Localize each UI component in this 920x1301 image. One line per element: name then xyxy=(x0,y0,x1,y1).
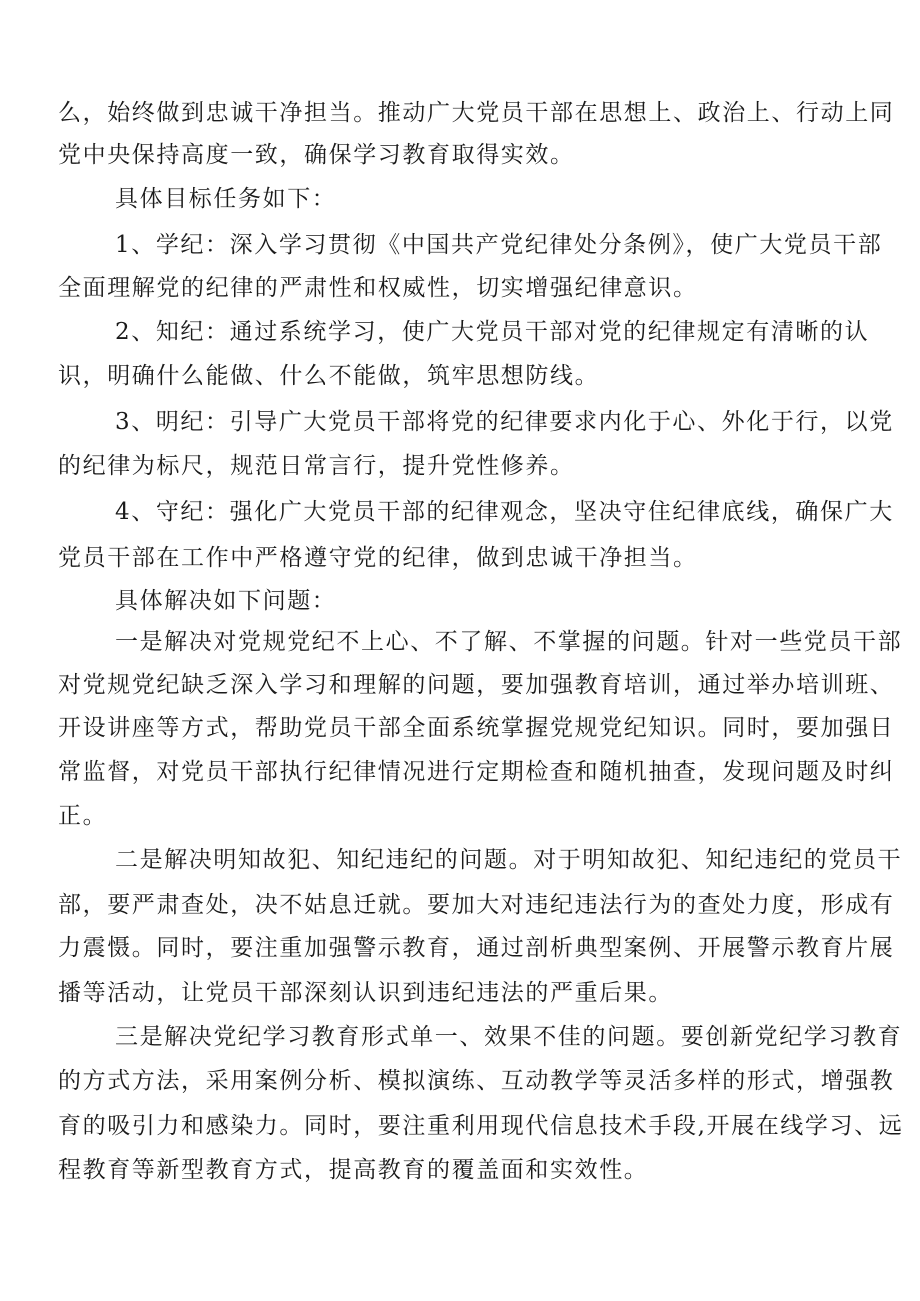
text-line: 对党规党纪缺乏深入学习和理解的问题，要加强教育培训，通过举办培训班、 xyxy=(58,672,895,698)
text-line: 1、学纪：深入学习贯彻《中国共产党纪律处分条例》，使广大党员干部 xyxy=(115,232,883,258)
text-line: 一是解决对党规党纪不上心、不了解、不掌握的问题。针对一些党员干部 xyxy=(115,629,903,655)
text-line: 程教育等新型教育方式，提高教育的覆盖面和实效性。 xyxy=(58,1157,649,1183)
text-line: 党员干部在工作中严格遵守党的纪律，做到忠诚干净担当。 xyxy=(58,545,698,571)
text-line: 全面理解党的纪律的严肃性和权威性，切实增强纪律意识。 xyxy=(58,275,698,301)
text-line: 3、明纪：引导广大党员干部将党的纪律要求内化于心、外化于行，以党 xyxy=(115,409,894,435)
text-line: 力震慑。同时，要注重加强警示教育，通过剖析典型案例、开展警示教育片展 xyxy=(58,935,895,961)
text-line: 4、守纪：强化广大党员干部的纪律观念，坚决守住纪律底线，确保广大 xyxy=(115,499,894,525)
text-line: 具体解决如下问题： xyxy=(115,588,337,614)
text-line: 识，明确什么能做、什么不能做，筑牢思想防线。 xyxy=(58,363,600,389)
text-line: 的方式方法，采用案例分析、模拟演练、互动教学等灵活多样的形式，增强教 xyxy=(58,1068,895,1094)
text-line: 正。 xyxy=(58,803,108,829)
text-line: 常监督，对党员干部执行纪律情况进行定期检查和随机抽查，发现问题及时纠 xyxy=(58,759,895,785)
text-line: 2、知纪：通过系统学习，使广大党员干部对党的纪律规定有清晰的认 xyxy=(115,319,870,345)
text-line: 具体目标任务如下： xyxy=(115,186,337,212)
text-line: 开设讲座等方式，帮助党员干部全面系统掌握党规党纪知识。同时，要加强日 xyxy=(58,715,895,741)
text-line: 部，要严肃查处，决不姑息迁就。要加大对违纪违法行为的查处力度，形成有 xyxy=(58,892,895,918)
text-line: 播等活动，让党员干部深刻认识到违纪违法的严重后果。 xyxy=(58,980,673,1006)
text-line: 育的吸引力和感染力。同时，要注重利用现代信息技术手段,开展在线学习、远 xyxy=(58,1113,904,1139)
text-line: 二是解决明知故犯、知纪违纪的问题。对于明知故犯、知纪违纪的党员干 xyxy=(115,847,903,873)
text-line: 的纪律为标尺，规范日常言行，提升党性修养。 xyxy=(58,453,575,479)
text-line: 么，始终做到忠诚干净担当。推动广大党员干部在思想上、政治上、行动上同 xyxy=(58,100,895,126)
text-line: 党中央保持高度一致，确保学习教育取得实效。 xyxy=(58,142,575,168)
text-line: 三是解决党纪学习教育形式单一、效果不佳的问题。要创新党纪学习教育 xyxy=(115,1024,903,1050)
